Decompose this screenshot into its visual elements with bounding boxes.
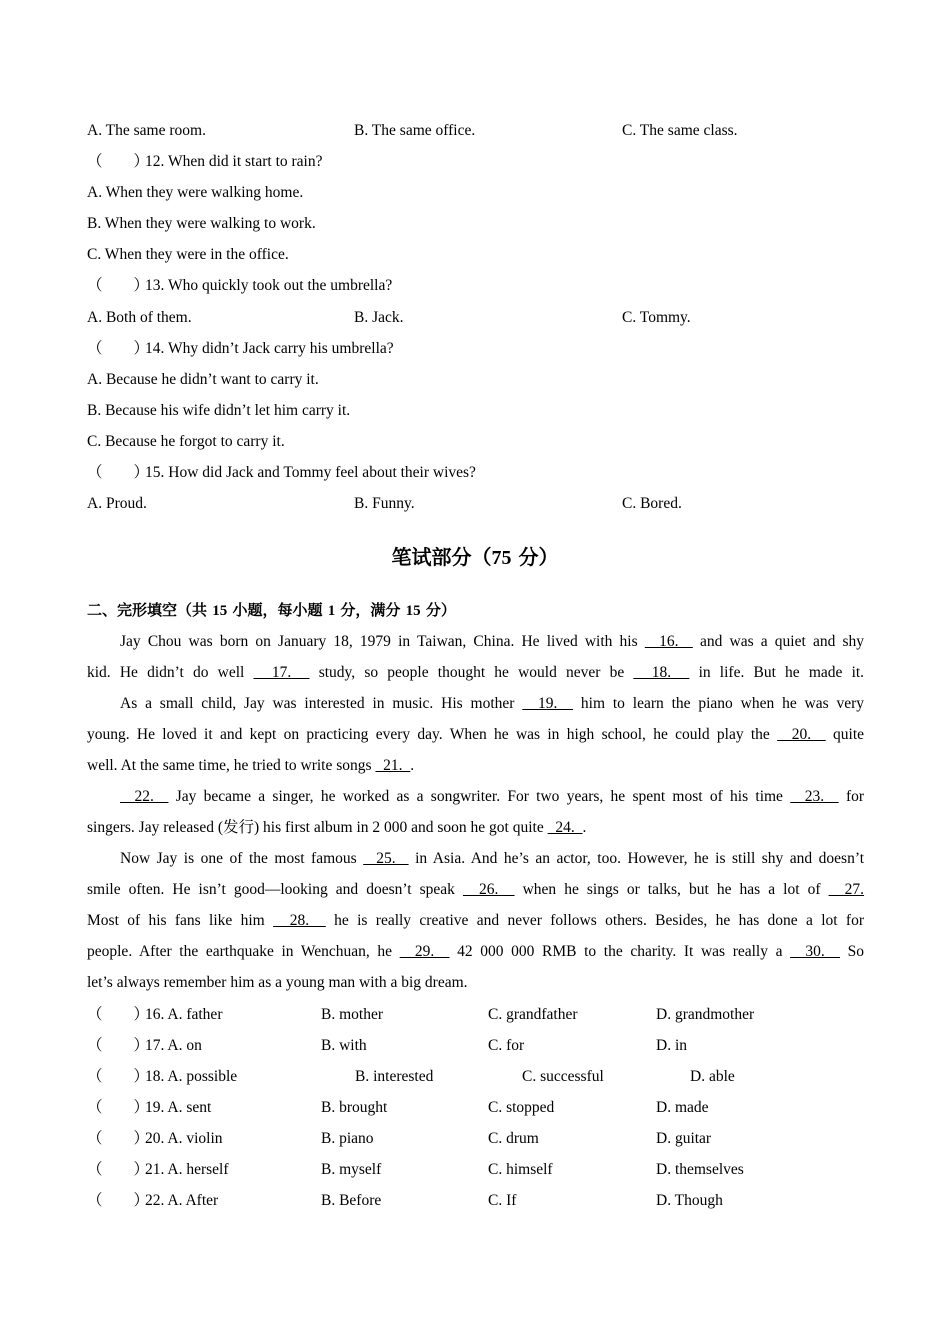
answer-paren[interactable]: （ ） <box>87 277 150 294</box>
passage-line: smile often. He isn’t good—looking and doesn’t speak 26. when he sings or talks, but he has a lot of 27. <box>87 881 865 898</box>
blank-17[interactable]: 17. <box>253 664 310 681</box>
answer-paren[interactable]: （ ） <box>87 1037 150 1054</box>
q22-option-c: C. If <box>488 1192 517 1209</box>
q19-option-b: B. brought <box>321 1099 388 1116</box>
answer-paren[interactable]: （ ） <box>87 1099 150 1116</box>
q11-option-a: A. The same room. <box>87 122 206 139</box>
q13-stem: （ ）13. Who quickly took out the umbrella? <box>87 277 393 294</box>
passage-line: well. At the same time, he tried to write songs 21. . <box>87 757 415 774</box>
blank-30[interactable]: 30. <box>790 943 840 960</box>
q17-option-c: C. for <box>488 1037 525 1054</box>
passage-line: As a small child, Jay was interested in music. His mother 19. him to learn the piano when he was very <box>120 695 865 712</box>
answer-paren[interactable]: （ ） <box>87 1130 150 1147</box>
blank-19[interactable]: 19. <box>522 695 574 712</box>
q15-option-c: C. Bored. <box>622 495 682 512</box>
answer-paren[interactable]: （ ） <box>87 340 150 357</box>
q18-option-b: B. interested <box>355 1068 434 1085</box>
answer-paren[interactable]: （ ） <box>87 1161 150 1178</box>
answer-paren[interactable]: （ ） <box>87 153 150 170</box>
q18-option-c: C. successful <box>522 1068 604 1085</box>
q14-option-a: A. Because he didn’t want to carry it. <box>87 371 319 388</box>
q14-option-c: C. Because he forgot to carry it. <box>87 433 285 450</box>
q19-stem: （ ）19. A. sent <box>87 1099 212 1116</box>
passage-line: kid. He didn’t do well 17. study, so people thought he would never be 18. in life. But he made it. <box>87 664 865 681</box>
blank-28[interactable]: 28. <box>273 912 326 929</box>
q12-option-b: B. When they were walking to work. <box>87 215 316 232</box>
q21-option-b: B. myself <box>321 1161 382 1178</box>
q11-option-c: C. The same class. <box>622 122 738 139</box>
q16-stem: （ ）16. A. father <box>87 1006 223 1023</box>
q21-option-c: C. himself <box>488 1161 553 1178</box>
q21-option-d: D. themselves <box>656 1161 744 1178</box>
section-title: 笔试部分（75 分） <box>391 545 559 569</box>
blank-29[interactable]: 29. <box>399 943 450 960</box>
answer-paren[interactable]: （ ） <box>87 1068 150 1085</box>
cloze-heading: 二、完形填空（共 15 小题，每小题 1 分，满分 15 分） <box>87 601 456 619</box>
blank-24[interactable]: 24. <box>547 819 583 836</box>
q14-option-b: B. Because his wife didn’t let him carry it. <box>87 402 351 419</box>
passage-line: Now Jay is one of the most famous 25. in Asia. And he’s an actor, too. However, he is still shy and doesn’t <box>120 850 865 867</box>
passage-line: let’s always remember him as a young man with a big dream. <box>87 974 468 991</box>
q13-option-b: B. Jack. <box>354 309 404 326</box>
blank-25[interactable]: 25. <box>363 850 409 867</box>
passage-line: Jay Chou was born on January 18, 1979 in Taiwan, China. He lived with his 16. and was a quiet and shy <box>120 633 865 650</box>
q20-option-d: D. guitar <box>656 1130 712 1147</box>
q19-option-c: C. stopped <box>488 1099 555 1116</box>
q17-option-b: B. with <box>321 1037 367 1054</box>
blank-27[interactable]: 27. <box>828 881 865 898</box>
q20-option-c: C. drum <box>488 1130 539 1147</box>
q22-stem: （ ）22. A. After <box>87 1192 219 1209</box>
q21-stem: （ ）21. A. herself <box>87 1161 229 1178</box>
passage-line: people. After the earthquake in Wenchuan, he 29. 42 000 000 RMB to the charity. It was really a 30. So <box>87 943 864 960</box>
blank-16[interactable]: 16. <box>644 633 693 650</box>
q18-option-d: D. able <box>690 1068 735 1085</box>
passage-line: young. He loved it and kept on practicing every day. When he was in high school, he could play the 20. quite <box>87 726 865 743</box>
q17-stem: （ ）17. A. on <box>87 1037 202 1054</box>
q17-option-d: D. in <box>656 1037 687 1054</box>
q22-option-d: D. Though <box>656 1192 723 1209</box>
q16-option-b: B. mother <box>321 1006 383 1023</box>
blank-22[interactable]: 22. <box>120 788 169 805</box>
q20-stem: （ ）20. A. violin <box>87 1130 223 1147</box>
q15-option-a: A. Proud. <box>87 495 147 512</box>
q13-option-c: C. Tommy. <box>622 309 691 326</box>
blank-21[interactable]: 21. <box>375 757 411 774</box>
passage-line: Most of his fans like him 28. he is really creative and never follows others. Besides, he has done a lot for <box>87 912 865 929</box>
q12-stem: （ ）12. When did it start to rain? <box>87 153 323 170</box>
q14-stem: （ ）14. Why didn’t Jack carry his umbrella? <box>87 340 394 357</box>
blank-26[interactable]: 26. <box>462 881 515 898</box>
answer-paren[interactable]: （ ） <box>87 464 150 481</box>
q15-option-b: B. Funny. <box>354 495 415 512</box>
q16-option-d: D. grandmother <box>656 1006 755 1023</box>
passage-line: 22. Jay became a singer, he worked as a songwriter. For two years, he spent most of his time 23. for <box>120 788 865 805</box>
q22-option-b: B. Before <box>321 1192 382 1209</box>
q12-option-c: C. When they were in the office. <box>87 246 289 263</box>
q18-stem: （ ）18. A. possible <box>87 1068 238 1085</box>
q12-option-a: A. When they were walking home. <box>87 184 304 201</box>
answer-paren[interactable]: （ ） <box>87 1192 150 1209</box>
passage-line: singers. Jay released (发行) his first album in 2 000 and soon he got quite 24. . <box>87 819 587 836</box>
q11-option-b: B. The same office. <box>354 122 476 139</box>
q20-option-b: B. piano <box>321 1130 374 1147</box>
blank-18[interactable]: 18. <box>633 664 690 681</box>
q15-stem: （ ）15. How did Jack and Tommy feel about their wives? <box>87 464 476 481</box>
q13-option-a: A. Both of them. <box>87 309 192 326</box>
q19-option-d: D. made <box>656 1099 709 1116</box>
answer-paren[interactable]: （ ） <box>87 1006 150 1023</box>
blank-20[interactable]: 20. <box>777 726 826 743</box>
blank-23[interactable]: 23. <box>790 788 839 805</box>
q16-option-c: C. grandfather <box>488 1006 578 1023</box>
